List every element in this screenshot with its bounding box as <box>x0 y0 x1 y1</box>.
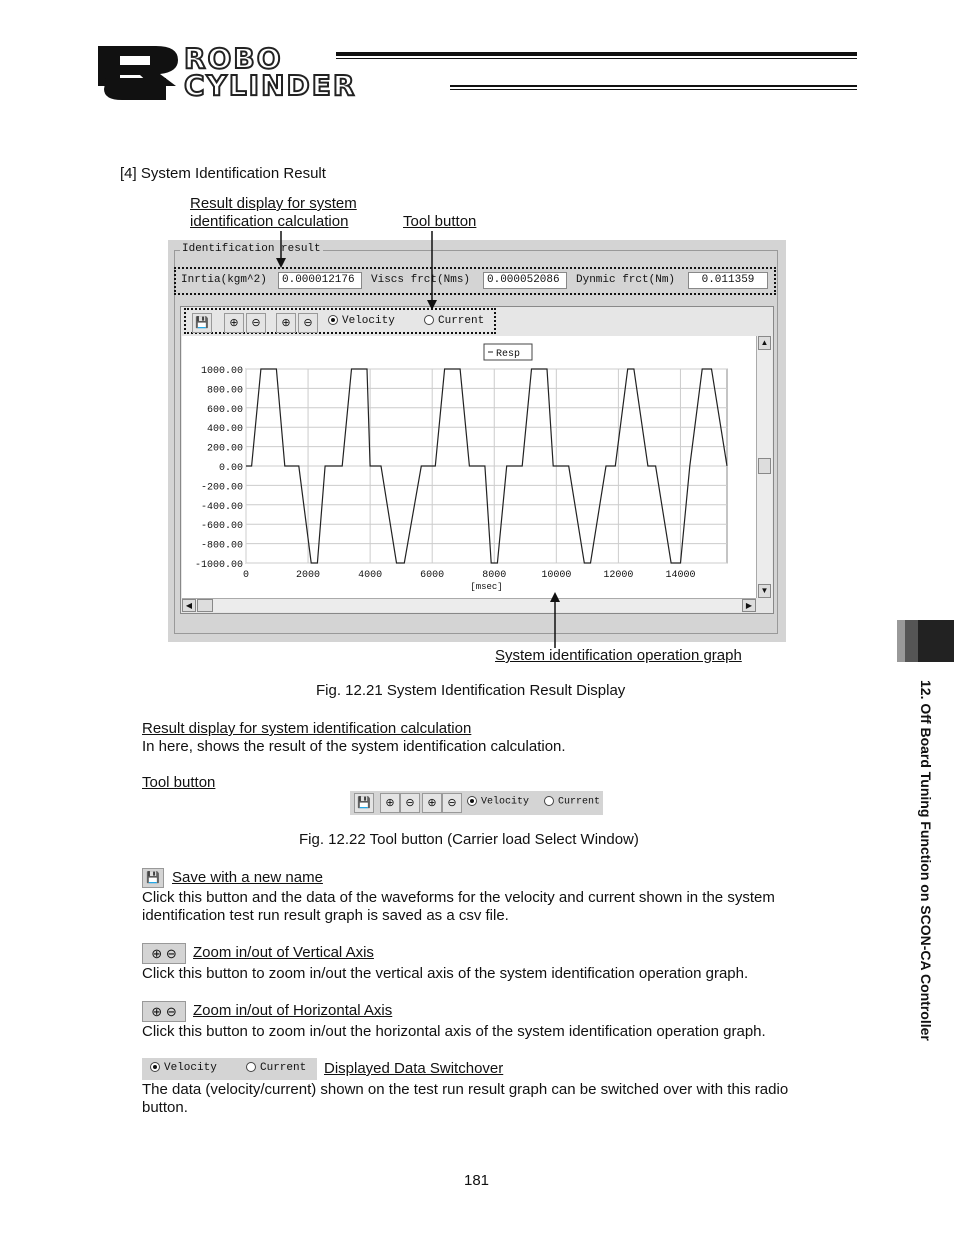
dynamic-field[interactable]: 0.011359 <box>688 272 768 289</box>
switch-radio-velocity-label: Velocity <box>164 1062 217 1074</box>
save-body-line1: Click this button and the data of the waveforms for the velocity and current shown in the system <box>142 889 775 906</box>
vzoom-title: Zoom in/out of Vertical Axis <box>193 944 374 961</box>
x-tick-label: 0 <box>242 570 250 581</box>
switch-radio-current-dot <box>246 1062 256 1072</box>
y-tick-label: 1000.00 <box>200 366 243 377</box>
callout-tool-button: Tool button <box>403 213 477 230</box>
fig2-caption: Fig. 12.22 Tool button (Carrier load Select Window) <box>299 831 639 848</box>
fig-radio-velocity-dot <box>467 796 477 806</box>
fig1-caption: Fig. 12.21 System Identification Result Display <box>316 682 626 699</box>
fig-zoom-in-horizontal-button <box>422 793 442 813</box>
viscous-field[interactable]: 0.000052086 <box>483 272 567 289</box>
scroll-down-arrow-icon[interactable]: ▼ <box>758 584 771 598</box>
zoom-out-horizontal-icon: ⊖ <box>165 1004 177 1019</box>
y-tick-label: 200.00 <box>206 443 243 455</box>
fig-zoom-in-vertical-button <box>380 793 400 813</box>
switch-radio-velocity-dot <box>150 1062 160 1072</box>
scroll-up-arrow-icon[interactable]: ▲ <box>758 336 771 350</box>
zoom-in-horizontal-icon: ⊕ <box>151 1004 163 1019</box>
scroll-left-arrow-icon[interactable]: ◀ <box>182 599 196 612</box>
save-icon: 💾 <box>195 317 209 329</box>
page-number: 181 <box>464 1172 490 1189</box>
y-tick-label: -400.00 <box>200 501 243 513</box>
desc-tool-title: Tool button <box>142 774 216 791</box>
inertia-field[interactable]: 0.000012176 <box>278 272 362 289</box>
zoom-in-horizontal-icon: ⊕ <box>281 317 291 329</box>
y-tick-label: -1000.00 <box>194 560 243 571</box>
fig-save-button <box>354 793 374 813</box>
switch-radio-box <box>142 1058 317 1080</box>
x-tick-label: 2000 <box>296 570 321 581</box>
save-body-line2: identification test run result graph is saved as a csv file. <box>142 907 509 924</box>
side-label: 12. Off Board Tuning Function on SCON-CA Controller <box>918 680 934 1041</box>
dynamic-label: Dynmic frct(Nm) <box>576 274 676 286</box>
zoom-in-vertical-icon: ⊕ <box>385 797 395 809</box>
y-tick-label: -600.00 <box>200 521 243 533</box>
zoom-out-vertical-icon: ⊖ <box>165 946 177 961</box>
y-tick-label: 600.00 <box>206 404 243 416</box>
zoom-out-horizontal-icon: ⊖ <box>447 797 457 809</box>
inertia-label: Inrtia(kgm^2) <box>181 274 267 286</box>
fig-zoom-out-vertical-button <box>400 793 420 813</box>
group-title: Identification result <box>182 243 321 255</box>
zoom-in-horizontal-icon: ⊕ <box>427 797 437 809</box>
y-tick-label: 0.00 <box>218 463 243 474</box>
fig-radio-velocity <box>467 796 529 808</box>
logo-text-robo: ROBO <box>184 42 283 75</box>
viscous-label: Viscs frct(Nms) <box>371 274 471 286</box>
toolbar-figure <box>350 791 603 815</box>
legend-label: Resp <box>496 349 521 360</box>
hzoom-icon-box <box>142 1001 186 1022</box>
x-tick-label: 14000 <box>665 570 696 581</box>
radio-velocity-label: Velocity <box>342 315 395 327</box>
switch-radio-current-label: Current <box>260 1062 307 1074</box>
desc-result-title: Result display for system identification calculation <box>142 720 472 737</box>
side-tab-dark <box>918 620 954 662</box>
save-icon: 💾 <box>146 872 160 884</box>
section-title: [4] System Identification Result <box>120 165 326 182</box>
x-tick-label: 6000 <box>420 570 445 581</box>
callout-graph: System identification operation graph <box>495 647 742 664</box>
x-tick-label: 12000 <box>603 570 634 581</box>
side-tab-mid <box>905 620 918 662</box>
save-icon: 💾 <box>357 797 371 809</box>
switch-radio-velocity <box>150 1062 217 1074</box>
side-tab-light <box>897 620 905 662</box>
zoom-out-vertical-icon: ⊖ <box>251 317 261 329</box>
save-icon-box <box>142 868 164 888</box>
switch-radio-current <box>246 1062 306 1074</box>
y-tick-label: -200.00 <box>200 482 243 494</box>
vzoom-body: Click this button to zoom in/out the vertical axis of the system identification operation graph. <box>142 965 749 982</box>
switch-body-line1: The data (velocity/current) shown on the test run result graph can be switched over with this radio <box>142 1081 789 1098</box>
zoom-in-vertical-icon: ⊕ <box>229 317 239 329</box>
zoom-in-vertical-icon: ⊕ <box>151 946 163 961</box>
callout-result-display-line2: identification calculation <box>190 213 349 230</box>
fig-radio-current-label: Current <box>558 796 601 808</box>
radio-current-label: Current <box>438 315 485 327</box>
x-tick-label: 4000 <box>358 570 383 581</box>
fig-radio-velocity-label: Velocity <box>481 796 530 808</box>
x-axis-label: [msec] <box>470 582 503 592</box>
fig-zoom-out-horizontal-button <box>442 793 462 813</box>
fig-radio-current-dot <box>544 796 554 806</box>
zoom-out-horizontal-icon: ⊖ <box>303 317 313 329</box>
logo-text-cylinder: CYLINDER <box>184 69 357 102</box>
vzoom-icon-box <box>142 943 186 964</box>
y-tick-label: -800.00 <box>200 540 243 552</box>
hzoom-body: Click this button to zoom in/out the horizontal axis of the system identification operation graph. <box>142 1023 766 1040</box>
callout-result-display: Result display for system <box>190 195 357 212</box>
switch-body-line2: button. <box>142 1099 188 1116</box>
fig-radio-current <box>544 796 600 808</box>
x-tick-label: 10000 <box>541 570 572 581</box>
switch-title: Displayed Data Switchover <box>324 1060 504 1077</box>
zoom-out-vertical-icon: ⊖ <box>405 797 415 809</box>
save-title: Save with a new name <box>172 869 323 886</box>
scroll-right-arrow-icon[interactable]: ▶ <box>742 599 756 612</box>
y-tick-label: 400.00 <box>206 424 243 436</box>
x-tick-label: 8000 <box>482 570 507 581</box>
y-tick-label: 800.00 <box>206 385 243 397</box>
hzoom-title: Zoom in/out of Horizontal Axis <box>193 1002 393 1019</box>
desc-result-body: In here, shows the result of the system identification calculation. <box>142 738 566 755</box>
